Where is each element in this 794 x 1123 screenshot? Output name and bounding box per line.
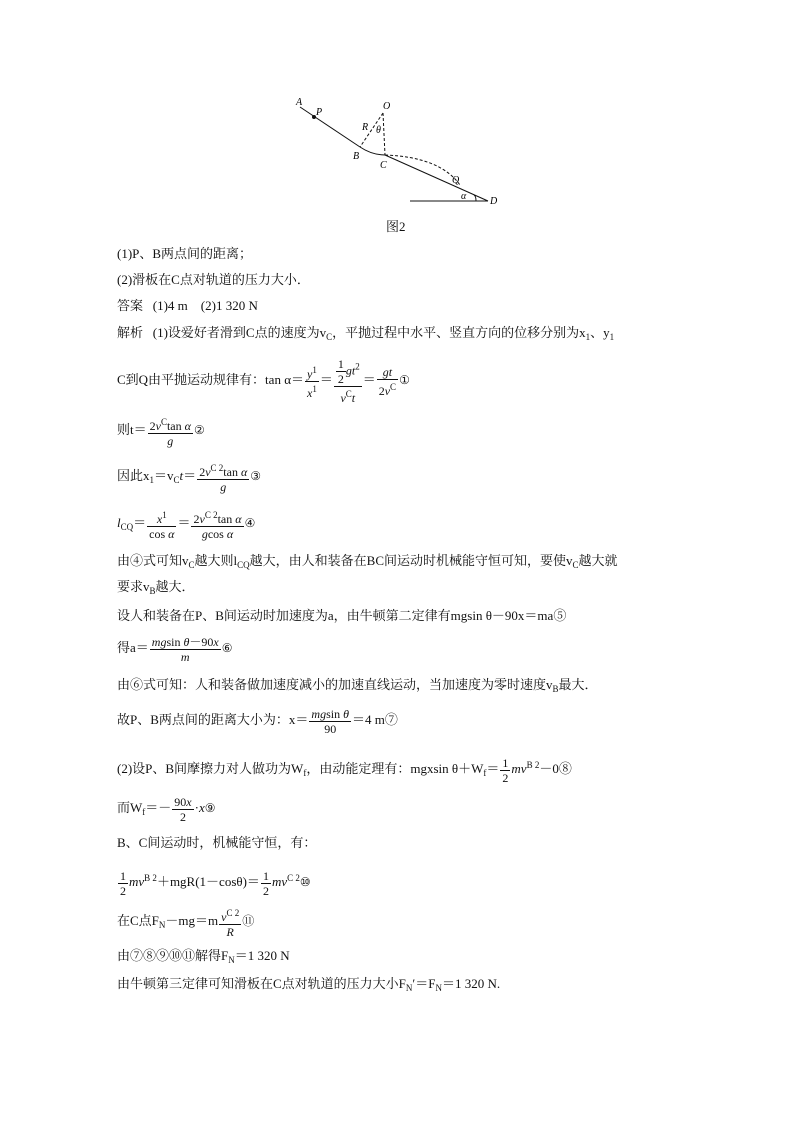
sub-c: C	[188, 560, 195, 570]
label-alpha: α	[461, 191, 467, 202]
analysis-text: 由④式可知v	[117, 553, 189, 568]
eq-text: (2)设P、B间摩擦力对人做功为W	[117, 761, 304, 776]
eq-3-line: 因此$x_1=v_Ct=$ $\frac{2v^{C 2}\tan \alpha}{g}$ ③	[117, 462, 262, 494]
eq-text: ＝4 m⑦	[352, 712, 398, 727]
sub-n: N	[405, 983, 413, 993]
radius-oc	[383, 113, 385, 155]
eq-text: ，由动能定理有：mgxsin θ＋W	[306, 761, 484, 776]
eq-text: 而W	[117, 800, 143, 815]
frac-lcq: $\frac{2v^{C 2}\tan \alpha}{\text{gcos α}}$	[193, 509, 242, 541]
answer-text: (1)4 m (2)1 320 N	[152, 298, 258, 313]
label-r: R	[362, 122, 369, 133]
analysis-text: 越大则l	[194, 553, 238, 568]
slope-cd	[385, 155, 488, 201]
frac-a: $\frac{\text{mgsin θ－90x}}{m}$	[151, 634, 219, 664]
eq-text: ＋mgR(1－cosθ)＝	[156, 874, 260, 889]
circle-9: ⑨	[204, 801, 216, 815]
analysis-text: 、y	[590, 325, 610, 340]
sub-n: N	[158, 920, 166, 930]
eq-text: 则t＝	[117, 422, 147, 437]
sub-1: 1	[149, 475, 155, 485]
analysis-line-17	[117, 948, 290, 968]
analysis-line-14: B、C间运动时，机械能守恒，有：	[117, 835, 317, 850]
frac-y-x: $\frac{y^1}{x^1}$	[307, 364, 317, 400]
eq-text: 因此x	[117, 468, 150, 483]
answer-label: 答案	[117, 298, 144, 313]
circle-3: ③	[250, 469, 262, 483]
analysis-text: (1)设爱好者滑到C点的速度为v	[152, 325, 327, 340]
incline-ab	[300, 107, 360, 147]
analysis-text: 越大就	[578, 553, 618, 568]
label-b: B	[353, 151, 360, 162]
analysis-line-6	[117, 553, 618, 573]
analysis-line-1	[117, 325, 614, 345]
frac-x-cos: $\frac{x^1}{\text{cos α}}$	[149, 509, 175, 541]
frac-90x: $\frac{90x}{2}$	[174, 794, 192, 824]
label-a: A	[296, 97, 303, 108]
sub-b: B	[149, 586, 156, 596]
eq-10-line: $\frac{1}{2}$ $mv^{B 2}+mgR(1-\cos\theta)=$ $\frac{1}{2}$ $mv^{C 2}⑩$	[120, 868, 311, 898]
label-p: P	[316, 107, 323, 118]
eq-text: l	[117, 515, 121, 530]
arc-bc	[360, 147, 385, 155]
eq-text: 得a＝	[117, 640, 149, 655]
frac-half: $\frac{1}{2}$	[262, 868, 269, 898]
analysis-text: ，平抛过程中水平、竖直方向的位移分别为x	[332, 325, 586, 340]
sub-1: 1	[609, 332, 615, 342]
question-2: (2)滑板在C点对轨道的压力大小．	[117, 272, 310, 287]
sub-1: 1	[585, 332, 591, 342]
sub-cq: CQ	[120, 522, 134, 532]
eq-text: ＝v	[154, 468, 174, 483]
sub-c: C	[173, 475, 180, 485]
eq-4-line: $l_{CQ}=$ $\frac{x^1}{\text{cos α}}$ ＝ $\frac{2v^{C 2}\tan \alpha}{\text{gcos α}}$ ④	[117, 509, 256, 541]
sub-c: C	[326, 332, 333, 342]
eq-11-line	[117, 903, 254, 943]
sub-f: f	[303, 768, 307, 778]
circle-6: ⑥	[221, 641, 233, 655]
circle-4: ④	[244, 516, 256, 530]
analysis-text: 越大．	[155, 579, 195, 594]
analysis-label: 解析	[117, 325, 144, 340]
label-d: D	[490, 196, 498, 207]
analysis-text: 越大，由人和装备在BC间运动时机械能守恒可知，要使v	[249, 553, 573, 568]
frac-gt-2v: $\frac{gt}{2v^C}$	[378, 364, 397, 398]
eq-text: －mg＝m	[165, 913, 219, 928]
sub-cq: CQ	[237, 560, 250, 570]
label-o: O	[383, 101, 391, 112]
eq-6-line	[117, 630, 232, 666]
eq-text: －0⑧	[539, 761, 572, 776]
frac-half: $\frac{1}{2}$	[120, 868, 126, 898]
eq-2-line	[117, 412, 205, 448]
label-q: Q	[452, 175, 460, 186]
eq-text: C到Q由平抛运动规律有：tan α＝	[117, 371, 305, 387]
sub-f: f	[483, 768, 487, 778]
question-1: (1)P、B两点间的距离；	[117, 246, 253, 261]
frac-x: $\frac{\text{mgsin θ}}{90}$	[311, 706, 349, 736]
eq-text: 故P、B两点间的距离大小为：x＝	[117, 712, 309, 727]
circle-11: ⑪	[242, 914, 255, 928]
eq-text: 在C点F	[117, 913, 159, 928]
answer-line	[117, 298, 258, 314]
circle-1: ①	[399, 372, 410, 387]
analysis-text: 由⑥式可知：人和装备做加速度减小的加速直线运动，当加速度为零时速度v	[117, 677, 553, 692]
analysis-text: ＝1 320 N	[234, 948, 290, 963]
eq-7-line	[117, 702, 398, 738]
sub-b: B	[552, 684, 559, 694]
frac-gt-vt: $\frac{1}{2}$ $gt^2$ $v^Ct$	[334, 357, 362, 405]
analysis-text: 要求v	[117, 579, 150, 594]
figure-diagram	[280, 95, 510, 210]
label-c: C	[380, 160, 387, 171]
circle-10: ⑩	[299, 875, 311, 889]
analysis-text: ＝1 320 N.	[441, 976, 501, 991]
label-theta: θ	[376, 125, 381, 136]
analysis-line-18	[117, 976, 500, 996]
analysis-text: 由牛顿第三定律可知滑板在C点对轨道的压力大小F	[117, 976, 406, 991]
circle-2: ②	[193, 423, 205, 437]
sub-n: N	[228, 955, 235, 965]
frac-v2-r: $\frac{v^{C 2}}{R}$	[221, 907, 240, 939]
analysis-line-8: 设人和装备在P、B间运动时加速度为a，由牛顿第二定律有mgsin θ－90x＝ma⑤	[117, 608, 567, 623]
sub-c: C	[572, 560, 579, 570]
analysis-text: 最大．	[558, 677, 598, 692]
sub-f: f	[142, 807, 146, 817]
frac-x1: $\frac{2v^{C 2}\tan \alpha}{g}$	[199, 462, 248, 494]
sub-n: N	[435, 983, 442, 993]
analysis-text: ′＝F	[412, 976, 436, 991]
eq-1-line: C到Q由平抛运动规律有：tan α＝ $\frac{y^1}{x^1}$ ＝ $\frac{1}{2}$ $gt^2$ $v^Ct$ ＝ $\frac{gt}{2v^C}$ ①	[117, 357, 410, 405]
eq-9-line: 而$W_f=-$ $\frac{90x}{2}$ ·x⑨	[117, 794, 216, 824]
figure-caption: 图2	[386, 219, 406, 234]
frac-half: $\frac{1}{2}$	[502, 755, 509, 785]
analysis-line-7	[117, 579, 195, 599]
analysis-text: 由⑦⑧⑨⑩⑪解得F	[117, 948, 229, 963]
frac-t: $\frac{2v^C\tan \alpha}{g}$	[149, 416, 191, 448]
eq-8-line: (2)设P、B间摩擦力对人做功为$W_f$，由动能定理有：mgxsin $\theta+W_f=$ $\frac{1}{2}$ $mv^{B 2}-0⑧$	[117, 755, 572, 785]
analysis-line-10	[117, 677, 598, 697]
